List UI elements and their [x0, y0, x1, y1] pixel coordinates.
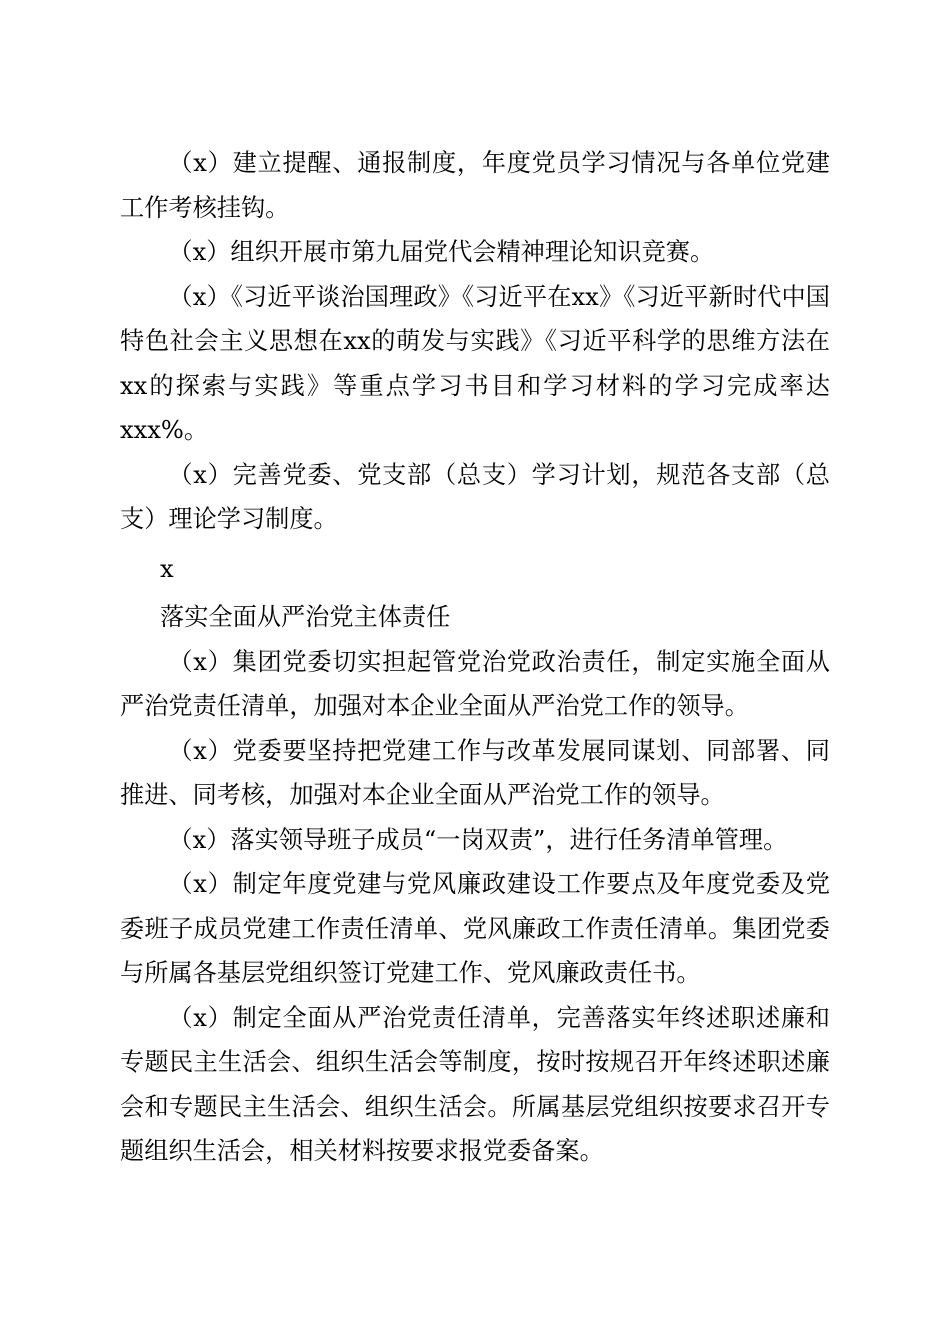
paragraph: （x）《习近平谈治国理政》《习近平在xx》《习近平新时代中国特色社会主义思想在xx的萌发与实践》《习近平科学的思维方法在xx的探索与实践》等重点学习书目和学习材料的学习完成率达xxx%。 — [120, 282, 830, 444]
section-number: x — [160, 554, 174, 583]
paragraph: （x）集团党委切实担起管党治党政治责任，制定实施全面从严治党责任清单，加强对本企业全面从严治党工作的领导。 — [120, 647, 830, 720]
paragraph: （x）组织开展市第九届党代会精神理论知识竞赛。 — [168, 238, 715, 266]
paragraph: （x）制定全面从严治党责任清单，完善落实年终述职述廉和专题民主生活会、组织生活会等制度，按时按规召开年终述职述廉会和专题民主生活会、组织生活会。所属基层党组织按要求召开专题组织生活会，相关材料按要求报党委备案。 — [120, 1003, 830, 1165]
section-title: 落实全面从严治党主体责任 — [160, 602, 451, 631]
paragraph: （x）完善党委、党支部（总支）学习计划，规范各支部（总支）理论学习制度。 — [120, 460, 830, 533]
paragraph: （x）建立提醒、通报制度，年度党员学习情况与各单位党建工作考核挂钩。 — [120, 149, 830, 222]
paragraph: （x）制定年度党建与党风廉政建设工作要点及年度党委及党委班子成员党建工作责任清单、党风廉政工作责任清单。集团党委与所属各基层党组织签订党建工作、党风廉政责任书。 — [120, 870, 830, 987]
paragraph: （x）落实领导班子成员“一岗双责”，进行任务清单管理。 — [168, 825, 788, 854]
document-body — [120, 141, 830, 1174]
paragraph: （x）党委要坚持把党建工作与改革发展同谋划、同部署、同推进、同考核，加强对本企业全面从严治党工作的领导。 — [120, 736, 830, 809]
